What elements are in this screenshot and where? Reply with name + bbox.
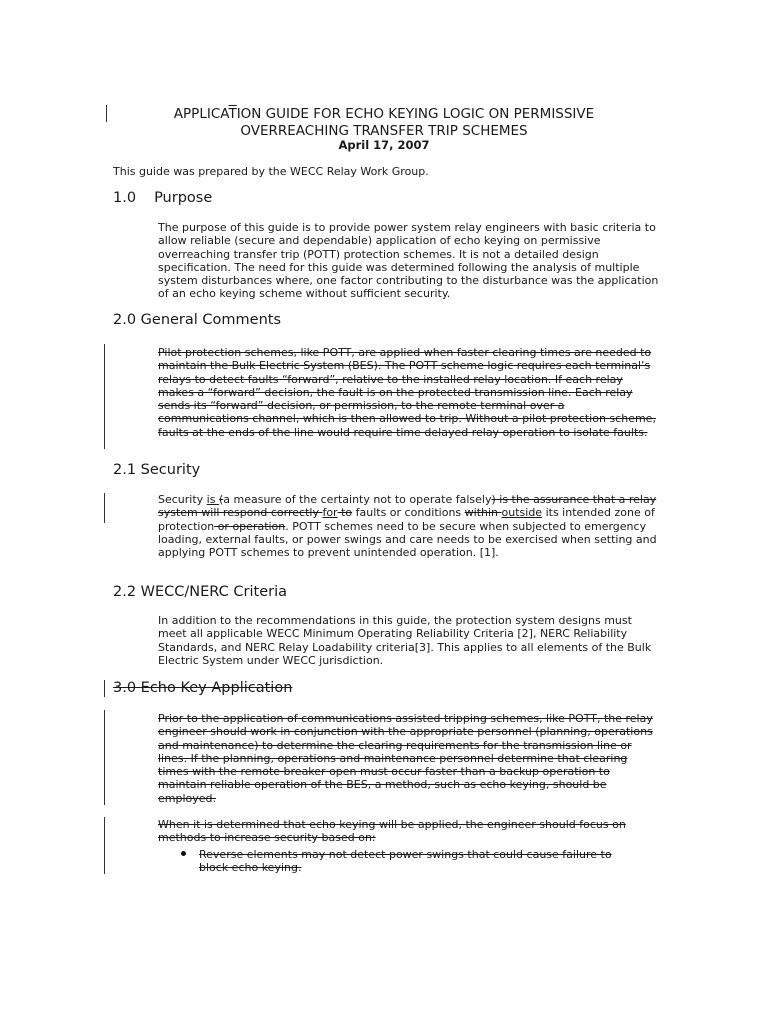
title-line-1: $APPLICA\overline{T}ION$ GUIDE FOR ECHO KEYING LOGIC ON PERMISSIVE (173, 106, 595, 122)
document-title (0, 106, 768, 140)
section-heading-security: 2.1 Security (113, 462, 201, 478)
echo-key-bullet-1: Reverse elements may not detect power swings that could cause failure to block echo keying. (199, 848, 612, 875)
section-heading-echo-key-application: 3.0 Echo Key Application (113, 680, 293, 696)
section-heading-general-comments: 2.0 General Comments (113, 312, 282, 328)
intro-text: This guide was prepared by the WECC Relay Work Group. (113, 165, 429, 178)
criteria-paragraph: In addition to the recommendations in this guide, the protection system designs must meet all applicable WECC Minimum Operating Reliability Criteria [2], NERC Reliability Standards, and NERC Relay Loadability criteria[3]. This applies to all elements of the Bulk Electric System under WECC jurisdiction. (158, 614, 652, 667)
purpose-paragraph: The purpose of this guide is to provide power system relay engineers with basic criteria to allow reliable (secure and dependable) application of echo keying on permissive overreaching transfer trip (POTT) protection schemes. It is not a detailed design specification. The need for this guide was determined following the analysis of multiple system disturbances where, one factor contributing to the disturbance was the application of an echo keying scheme without sufficient security. (158, 221, 659, 301)
security-paragraph: Security is (a measure of the certainty not to operate falsely) is the assurance that a relay system will respond correctly for to faults or conditions within outside its intended zone of protection or operation. POTT schemes need to be secure when subjected to emergency loading, external faults, or power swings and care needs to be exercised when setting and applying POTT schemes to prevent unintended operation. [1]. (158, 493, 657, 560)
change-bar (104, 817, 105, 874)
echo-key-paragraph-1: Prior to the application of communications assisted tripping schemes, like POTT, the relay engineer should work in conjunction with the appropriate personnel (planning, operations and maintenance) to determine the clearing requirements for the transmission line or lines. If the planning, operations and maintenance personnel determine that clearing times with the remote breaker open must occur faster than a backup operation to maintain reliable operation of the BES, a method, such as echo keying, should be employed. (158, 712, 653, 805)
echo-key-paragraph-2: When it is determined that echo keying will be applied, the engineer should focus on methods to increase security based on: (158, 818, 626, 845)
document-date: April 17, 2007 (338, 138, 430, 152)
section-heading-wecc-nerc-criteria: 2.2 WECC/NERC Criteria (113, 584, 287, 600)
change-bar (104, 680, 105, 697)
bullet-dot (181, 851, 186, 856)
change-bar (104, 344, 105, 449)
change-bar (104, 710, 105, 805)
general-comments-paragraph: Pilot protection schemes, like POTT, are applied when faster clearing times are needed to maintain the Bulk Electric System (BES). The POTT scheme logic requires each terminal’s relays to detect faults “forward”, relative to the installed relay location. If each relay makes a “forward” decision, the fault is on the protected transmission line. Each relay sends its “forward” decision, or permission, to the remote terminal over a communications channel, which is then allowed to trip. Without a pilot protection scheme, faults at the ends of the line would require time delayed relay operation to isolate faults. (158, 346, 656, 439)
change-bar (104, 493, 105, 523)
title-line-2: OVERREACHING TRANSFER TRIP SCHEMES (240, 123, 528, 139)
section-heading-purpose: 1.0 Purpose (113, 190, 213, 206)
